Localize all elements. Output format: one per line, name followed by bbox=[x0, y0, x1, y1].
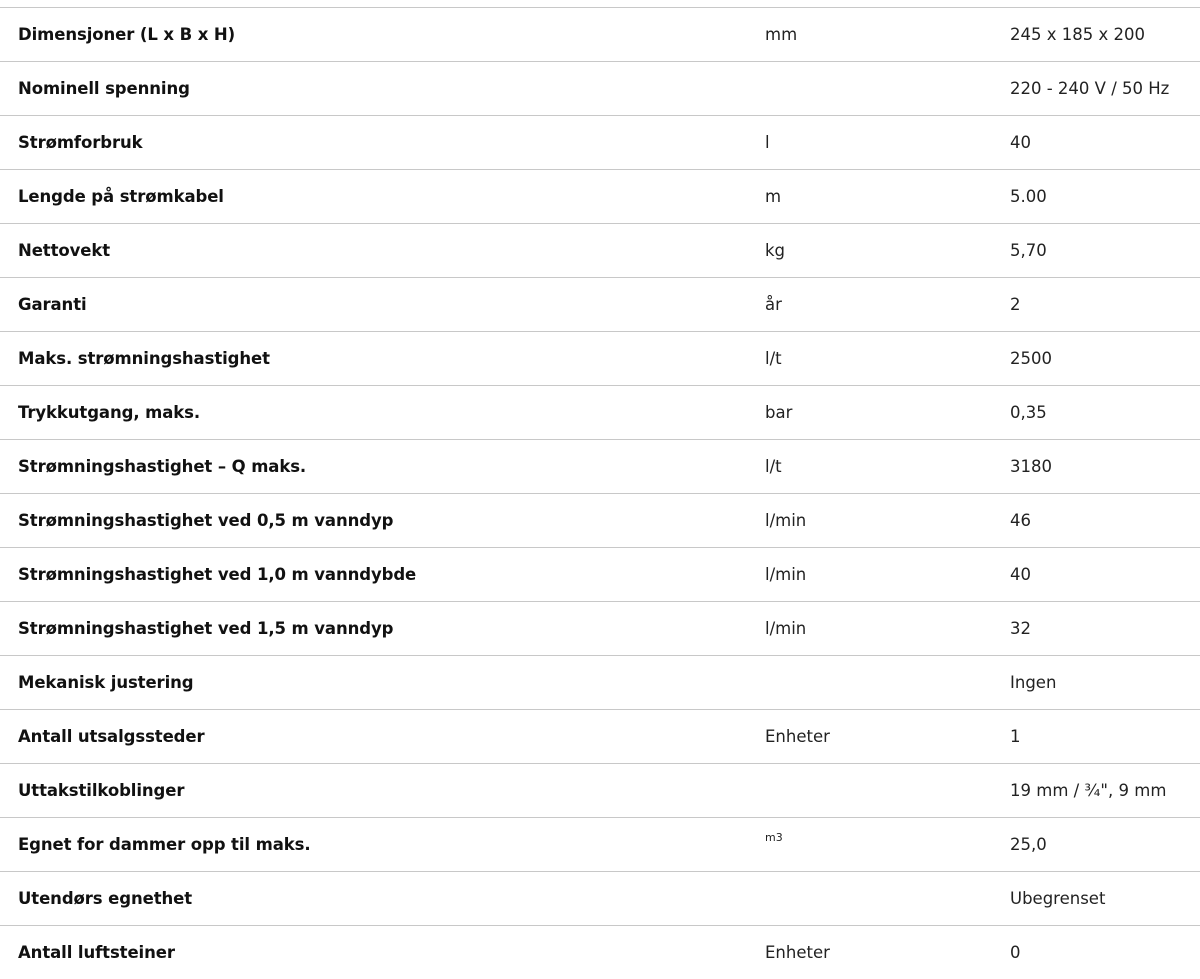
spec-label: Maks. strømningshastighet bbox=[18, 349, 270, 368]
spec-value: 0 bbox=[1010, 943, 1021, 962]
spec-value: 1 bbox=[1010, 727, 1021, 746]
spec-value: 2 bbox=[1010, 295, 1021, 314]
spec-value: 0,35 bbox=[1010, 403, 1047, 422]
spec-unit: Enheter bbox=[765, 727, 830, 746]
spec-row-outdoor-suitability bbox=[0, 872, 1200, 926]
spec-row-pond-size bbox=[0, 818, 1200, 872]
spec-value: Ingen bbox=[1010, 673, 1057, 692]
spec-label: Garanti bbox=[18, 295, 87, 314]
spec-unit: l/min bbox=[765, 511, 807, 530]
spec-label: Strømningshastighet – Q maks. bbox=[18, 457, 307, 476]
spec-value: 32 bbox=[1010, 619, 1031, 638]
spec-unit: Enheter bbox=[765, 943, 830, 962]
spec-row-flow-0-5m bbox=[0, 494, 1200, 548]
spec-label: Mekanisk justering bbox=[18, 673, 194, 692]
spec-label: Strømningshastighet ved 1,0 m vanndybde bbox=[18, 565, 417, 584]
spec-unit: bar bbox=[765, 403, 793, 422]
spec-unit: år bbox=[765, 295, 782, 314]
spec-row-net-weight bbox=[0, 224, 1200, 278]
spec-label: Antall utsalgssteder bbox=[18, 727, 205, 746]
spec-row-max-pressure bbox=[0, 386, 1200, 440]
spec-value: 40 bbox=[1010, 133, 1031, 152]
spec-value: 5.00 bbox=[1010, 187, 1047, 206]
spec-row-power-consumption bbox=[0, 116, 1200, 170]
spec-value: 245 x 185 x 200 bbox=[1010, 25, 1145, 44]
spec-label: Strømningshastighet ved 1,5 m vanndyp bbox=[18, 619, 394, 638]
spec-row-warranty bbox=[0, 278, 1200, 332]
spec-value: 220 - 240 V / 50 Hz bbox=[1010, 79, 1170, 98]
spec-label: Antall luftsteiner bbox=[18, 943, 175, 962]
spec-value: 46 bbox=[1010, 511, 1031, 530]
spec-unit: m bbox=[765, 187, 782, 206]
spec-label: Strømforbruk bbox=[18, 133, 143, 152]
spec-row-cable-length bbox=[0, 170, 1200, 224]
spec-label: Nettovekt bbox=[18, 241, 111, 260]
spec-unit: l/t bbox=[765, 349, 782, 368]
spec-label: Uttakstilkoblinger bbox=[18, 781, 185, 800]
spec-unit: l bbox=[765, 133, 770, 152]
spec-unit: m3 bbox=[765, 831, 783, 844]
spec-label: Egnet for dammer opp til maks. bbox=[18, 835, 311, 854]
spec-row-air-stones bbox=[0, 926, 1200, 979]
spec-unit: l/t bbox=[765, 457, 782, 476]
spec-row-outlets bbox=[0, 710, 1200, 764]
spec-label: Trykkutgang, maks. bbox=[18, 403, 201, 422]
spec-row-mechanical-adjustment bbox=[0, 656, 1200, 710]
spec-unit: kg bbox=[765, 241, 786, 260]
spec-value: 3180 bbox=[1010, 457, 1052, 476]
spec-row-outlet-connections bbox=[0, 764, 1200, 818]
spec-unit: l/min bbox=[765, 619, 807, 638]
spec-table bbox=[0, 7, 1200, 979]
spec-label: Dimensjoner (L x B x H) bbox=[18, 25, 236, 44]
spec-unit: l/min bbox=[765, 565, 807, 584]
spec-value: 19 mm / ¾", 9 mm bbox=[1010, 781, 1167, 800]
spec-row-max-flow-rate bbox=[0, 332, 1200, 386]
spec-row-q-max-flow bbox=[0, 440, 1200, 494]
spec-row-flow-1-0m bbox=[0, 548, 1200, 602]
spec-unit: mm bbox=[765, 25, 798, 44]
spec-row-dimensions bbox=[0, 8, 1200, 62]
spec-label: Strømningshastighet ved 0,5 m vanndyp bbox=[18, 511, 394, 530]
spec-label: Utendørs egnethet bbox=[18, 889, 193, 908]
spec-value: 40 bbox=[1010, 565, 1031, 584]
spec-value: Ubegrenset bbox=[1010, 889, 1106, 908]
spec-value: 2500 bbox=[1010, 349, 1052, 368]
spec-label: Nominell spenning bbox=[18, 79, 190, 98]
spec-value: 5,70 bbox=[1010, 241, 1047, 260]
spec-label: Lengde på strømkabel bbox=[18, 187, 224, 206]
spec-row-flow-1-5m bbox=[0, 602, 1200, 656]
spec-row-voltage bbox=[0, 62, 1200, 116]
spec-value: 25,0 bbox=[1010, 835, 1047, 854]
